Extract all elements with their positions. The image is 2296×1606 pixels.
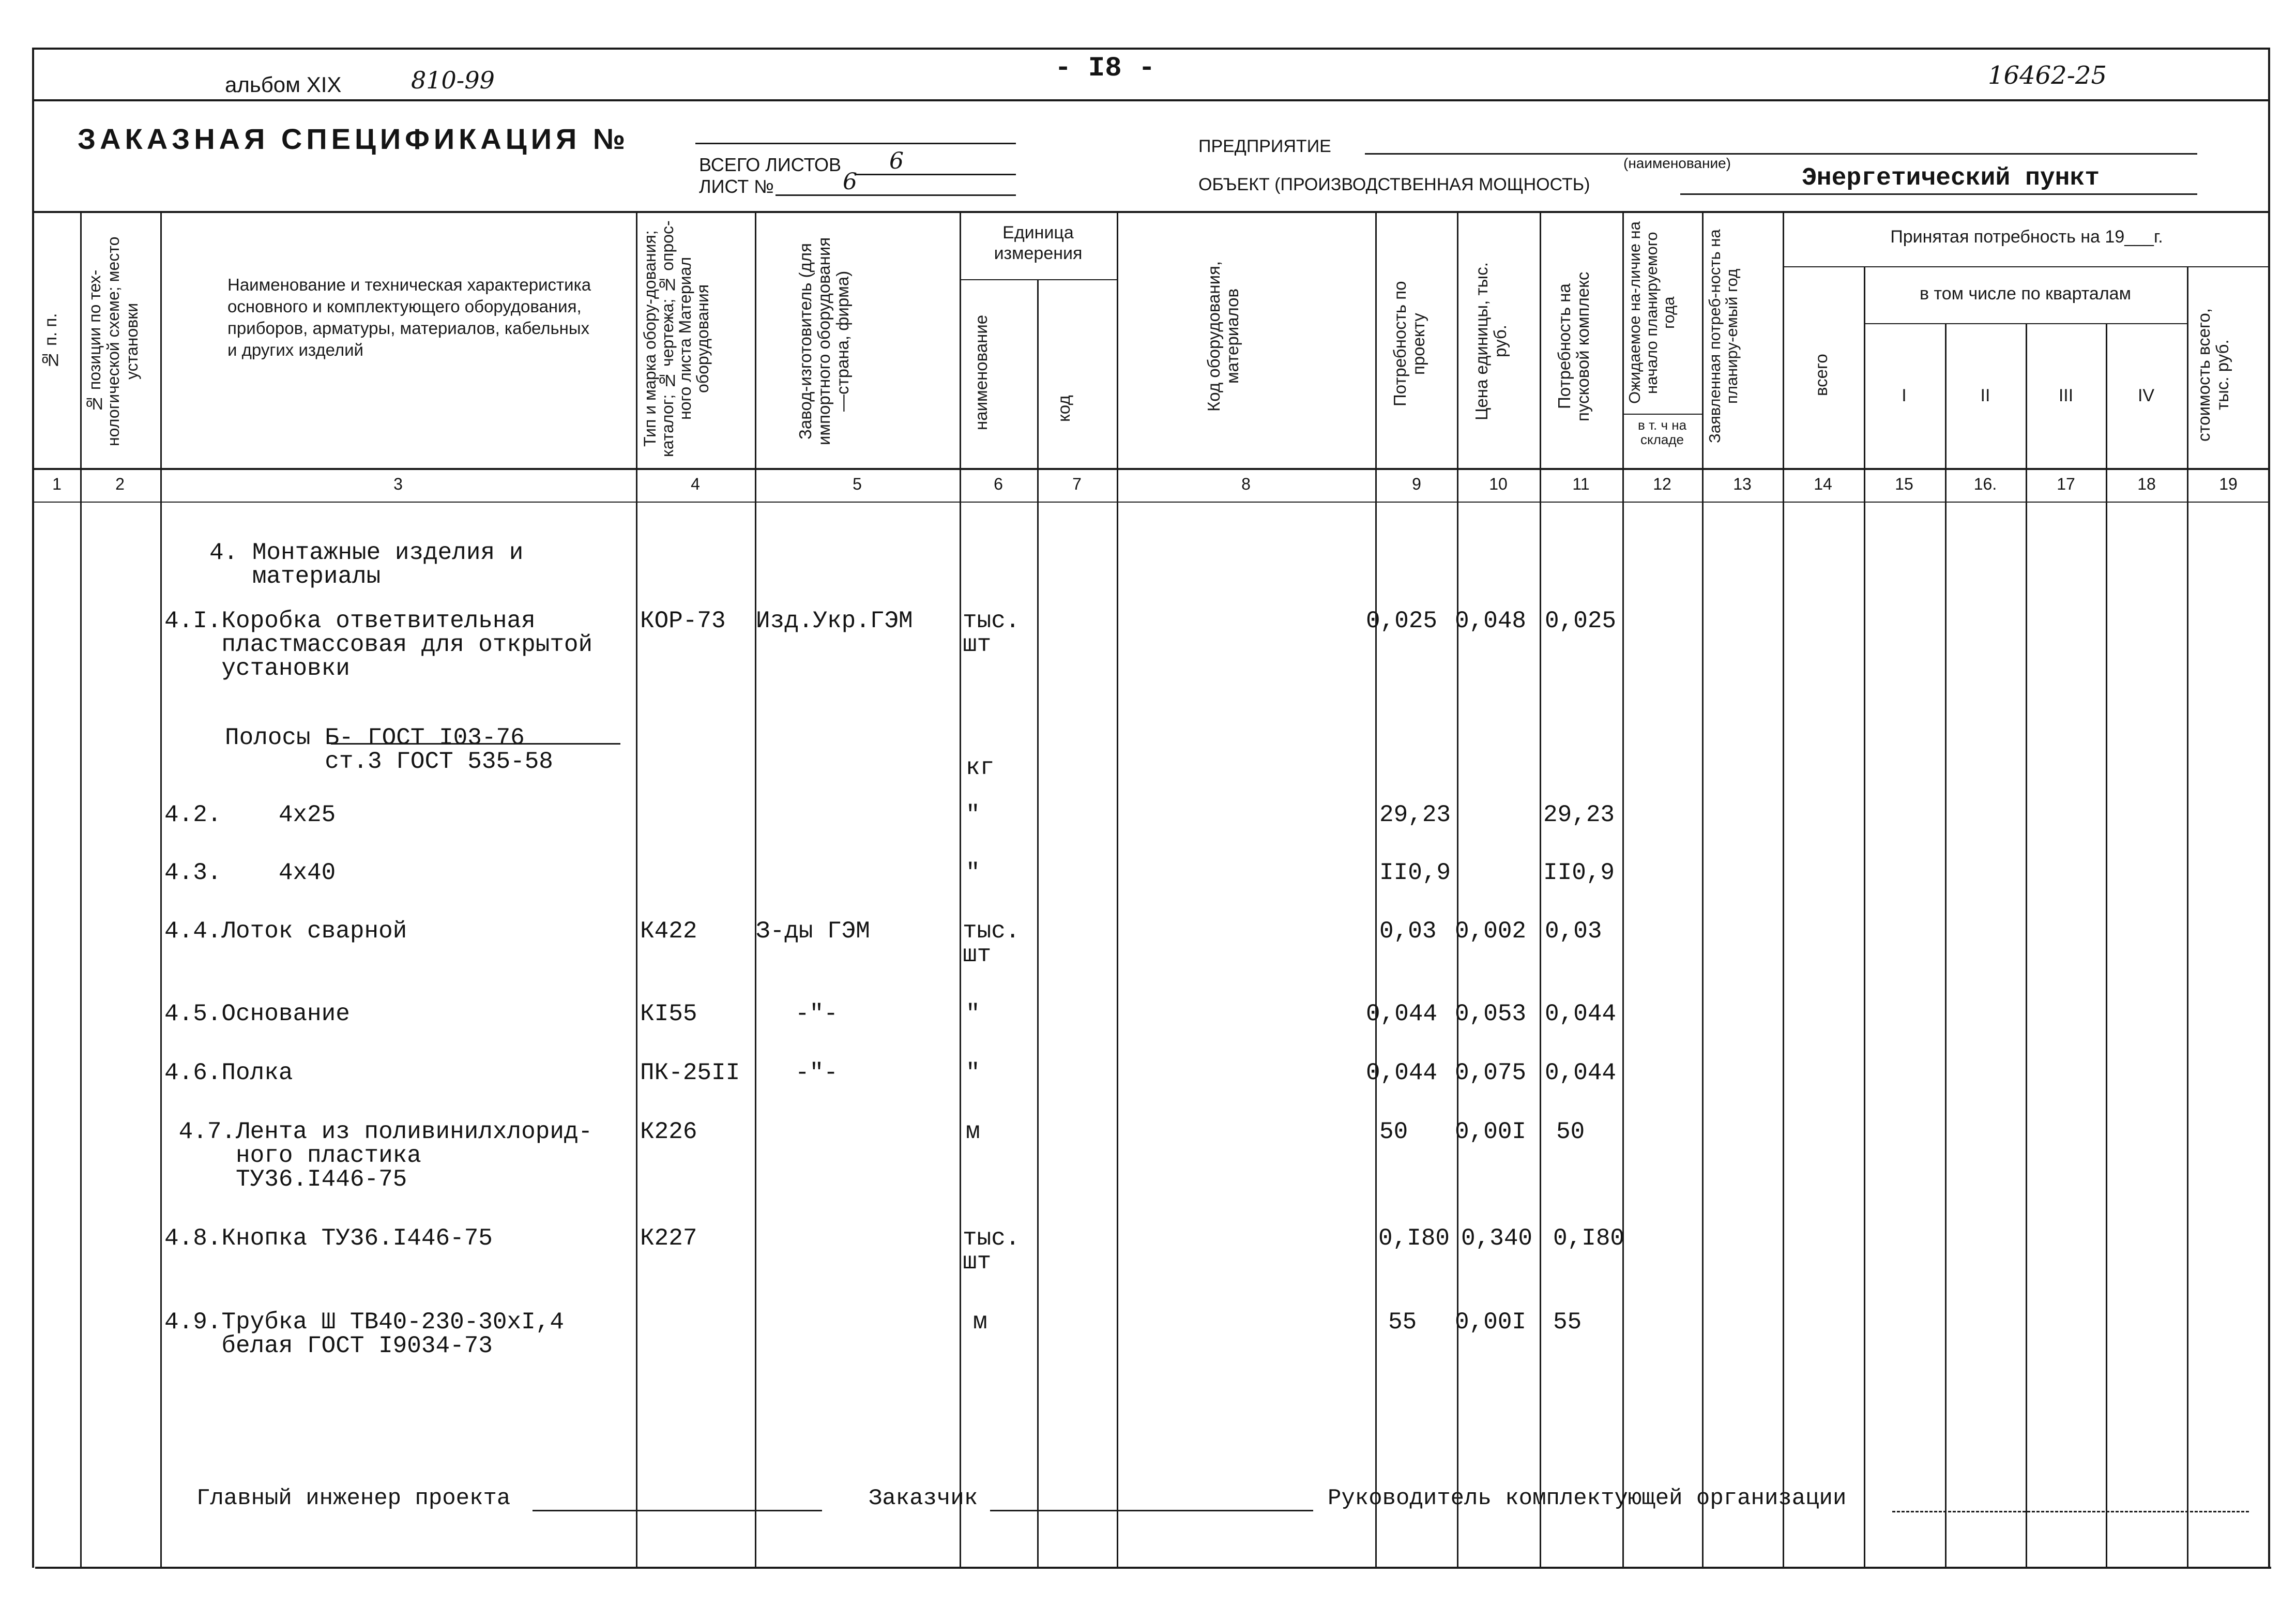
row-4-5-maker: -"- — [795, 1001, 838, 1027]
row-4-8-launch: 0,I80 — [1553, 1225, 1625, 1252]
row-4-6-type: ПК-25II — [640, 1059, 740, 1086]
row-4-7-name: 4.7.Лента из поливинилхлорид- ного пластика ТУ36.I446-75 — [178, 1118, 593, 1193]
frame-top — [32, 48, 2268, 50]
row-4-2-launch: 29,23 — [1543, 801, 1615, 828]
col-sep-9 — [1457, 211, 1458, 1567]
col-sep-13 — [1783, 211, 1784, 1567]
col-19-header: стоимость всего, тыс. руб. — [2194, 308, 2232, 442]
name-hint: (наименование) — [1623, 155, 1731, 171]
row-4-1-maker: Изд.Укр.ГЭМ — [756, 608, 913, 634]
row-4-4-type: К422 — [640, 918, 697, 945]
row-4-8-name: 4.8.Кнопка ТУ36.I446-75 — [164, 1225, 493, 1252]
frame-bottom — [35, 1567, 2271, 1569]
document-code: 16462-25 — [1988, 61, 2107, 90]
header-strip-line — [32, 99, 2268, 101]
col-sep-3 — [636, 211, 637, 1567]
row-4-4-launch: 0,03 — [1545, 918, 1602, 945]
row-4-2-need: 29,23 — [1379, 801, 1451, 828]
col-sep-10 — [1540, 211, 1541, 1567]
row-4-1-type: КОР-73 — [640, 608, 726, 634]
col-6-header: наименование — [971, 314, 991, 430]
col-sep-1 — [80, 211, 82, 1567]
col-sep-17 — [2106, 323, 2107, 1567]
row-4-6-maker: -"- — [795, 1059, 838, 1086]
row-4-1-unit: тыс. шт — [963, 608, 1020, 658]
customer-line — [990, 1510, 1313, 1511]
col-2-header: № позиции по тех-нологической схеме; место установки — [85, 236, 141, 446]
spec-title: ЗАКАЗНАЯ СПЕЦИФИКАЦИЯ № — [78, 123, 630, 155]
strips-underline — [331, 743, 620, 745]
col-4-header: Тип и марка обору-дования; каталог; № чертежа; № опрос-ного листа Материал оборудования — [641, 220, 712, 457]
sheet-value: 6 — [843, 169, 857, 195]
row-4-3-launch: II0,9 — [1543, 859, 1615, 886]
object-value: Энергетический пункт — [1802, 164, 2100, 192]
col-3-header: Наименование и техническая характеристика основного и комплектующего оборудования, приборов, арматуры, материалов, кабельных и других изделий — [227, 275, 591, 359]
col-num-6: 6 — [994, 475, 1003, 493]
col-13-header: Заявленная потреб-ность на планиру-емый год — [1706, 229, 1741, 443]
row-4-6-name: 4.6.Полка — [164, 1059, 293, 1086]
accepted-group-line — [1783, 266, 2268, 267]
row-4-5-launch: 0,044 — [1545, 1001, 1617, 1027]
colnum-bottom — [32, 502, 2268, 503]
row-4-8-price: 0,340 — [1461, 1225, 1533, 1252]
row-4-4-name: 4.4.Лоток сварной — [164, 918, 407, 945]
row-4-5-need: 0,044 — [1366, 1001, 1438, 1027]
header-bottom — [32, 468, 2268, 470]
row-4-8-type: К227 — [640, 1225, 697, 1252]
col-5-header: Завод-изготовитель (для импортного оборудования —страна, фирма) — [796, 237, 852, 446]
row-4-5-type: КI55 — [640, 1001, 697, 1027]
sheet-line — [776, 194, 1016, 196]
frame-right — [2268, 48, 2270, 1568]
row-4-7-type: К226 — [640, 1118, 697, 1145]
row-4-4-maker: З-ды ГЭМ — [756, 918, 870, 945]
quarters-group-line — [1864, 323, 2187, 324]
col-17-header: III — [2058, 386, 2074, 405]
col-num-17: 17 — [2057, 475, 2075, 493]
accepted-group-header: Принятая потребность на 19___г. — [1890, 227, 2163, 247]
col-sep-16 — [2026, 323, 2027, 1567]
col-sep-4 — [755, 211, 756, 1567]
col-12-sub-header: в т. ч на складе — [1637, 417, 1687, 447]
row-4-1-name: 4.I.Коробка ответвительная пластмассовая для открытой установки — [164, 608, 593, 682]
title-block-bottom — [32, 211, 2268, 213]
row-4-9-unit: м — [973, 1309, 987, 1336]
page-number: - I8 - — [1055, 53, 1155, 84]
row-4-1-need: 0,025 — [1366, 608, 1438, 634]
row-4-1-price: 0,048 — [1455, 608, 1527, 634]
row-4-6-launch: 0,044 — [1545, 1059, 1617, 1086]
col-sep-5 — [960, 211, 961, 1567]
total-sheets-line — [856, 174, 1016, 175]
spec-number-line — [695, 143, 1016, 144]
row-4-6-price: 0,075 — [1455, 1059, 1527, 1086]
col-num-8: 8 — [1241, 475, 1251, 493]
row-4-6-unit: " — [966, 1059, 980, 1086]
col-num-16: 16. — [1973, 475, 1997, 493]
col-num-3: 3 — [393, 475, 403, 493]
col-11-header: Потребность на пусковой комплекс — [1555, 271, 1592, 421]
col-7-header: код — [1054, 395, 1073, 422]
col-num-18: 18 — [2137, 475, 2156, 493]
col-num-12: 12 — [1653, 475, 1671, 493]
row-4-9-price: 0,00I — [1455, 1309, 1527, 1336]
col-num-4: 4 — [691, 475, 700, 493]
row-4-8-need: 0,I80 — [1378, 1225, 1450, 1252]
col-num-7: 7 — [1072, 475, 1082, 493]
col-num-2: 2 — [115, 475, 125, 493]
col-num-5: 5 — [853, 475, 862, 493]
enterprise-line — [1365, 153, 2197, 155]
col-num-15: 15 — [1895, 475, 1913, 493]
col-9-header: Потребность по проекту — [1390, 281, 1428, 407]
row-4-7-price: 0,00I — [1455, 1118, 1527, 1145]
manager-line — [1892, 1511, 2249, 1512]
customer-label: Заказчик — [869, 1486, 978, 1511]
col-sep-14 — [1864, 266, 1865, 1567]
row-4-2-name: 4.2. 4х25 — [164, 801, 336, 828]
row-4-7-launch: 50 — [1556, 1118, 1585, 1145]
album-label: альбом XIX — [225, 72, 342, 97]
row-4-6-need: 0,044 — [1366, 1059, 1438, 1086]
row-4-9-launch: 55 — [1553, 1309, 1582, 1336]
col-num-1: 1 — [52, 475, 62, 493]
row-4-7-need: 50 — [1379, 1118, 1408, 1145]
col-sep-18 — [2187, 266, 2188, 1567]
col-num-19: 19 — [2219, 475, 2238, 493]
row-4-4-need: 0,03 — [1379, 918, 1437, 945]
row-strips-name: Полосы Б- ГОСТ I03-76 ст.3 ГОСТ 535-58 — [225, 724, 553, 775]
frame-left — [32, 48, 34, 1568]
row-4-9-need: 55 — [1388, 1309, 1417, 1336]
row-4-3-need: II0,9 — [1379, 859, 1451, 886]
row-4-3-unit: " — [966, 859, 980, 886]
row-4-4-unit: тыс. шт — [963, 918, 1020, 968]
row-4-4-price: 0,002 — [1455, 918, 1527, 945]
row-4-3-name: 4.3. 4х40 — [164, 859, 336, 886]
row-4-9-name: 4.9.Трубка Ш ТВ40-230-30хI,4 белая ГОСТ I9034-73 — [164, 1309, 564, 1359]
stock-sub-line — [1622, 414, 1702, 415]
col-num-13: 13 — [1733, 475, 1752, 493]
album-code: 810-99 — [411, 66, 495, 94]
col-sep-7 — [1117, 211, 1118, 1567]
row-4-5-unit: " — [966, 1001, 980, 1027]
col-18-header: IV — [2137, 386, 2155, 405]
object-label: ОБЪЕКТ (ПРОИЗВОДСТВЕННАЯ МОЩНОСТЬ) — [1198, 175, 1590, 194]
unit-group-line — [960, 279, 1117, 280]
section-heading: 4. Монтажные изделия и материалы — [209, 539, 524, 590]
unit-group-header: Единица измерения — [994, 223, 1083, 263]
col-16-header: II — [1980, 386, 1990, 405]
col-sep-15 — [1945, 323, 1947, 1567]
col-14-header: всего — [1812, 354, 1831, 396]
col-12-header: Ожидаемое на-личие на начало планируемого года — [1625, 221, 1678, 404]
col-num-10: 10 — [1489, 475, 1508, 493]
row-4-1-launch: 0,025 — [1545, 608, 1617, 634]
col-15-header: I — [1902, 386, 1907, 405]
col-num-9: 9 — [1412, 475, 1421, 493]
col-num-14: 14 — [1814, 475, 1832, 493]
col-1-header: № п. п. — [41, 313, 60, 370]
enterprise-label: ПРЕДПРИЯТИЕ — [1198, 137, 1331, 156]
col-sep-2 — [160, 211, 162, 1567]
col-10-header: Цена единицы, тыс. руб. — [1472, 262, 1510, 420]
chief-engineer-line — [533, 1510, 822, 1511]
col-sep-8 — [1375, 211, 1377, 1567]
manager-label: Руководитель комплектующей организации — [1328, 1486, 1847, 1511]
object-line — [1680, 193, 2197, 195]
col-8-header: Код оборудования, материалов — [1204, 261, 1242, 412]
row-4-7-unit: м — [966, 1118, 980, 1145]
col-sep-12 — [1702, 211, 1704, 1567]
row-4-5-price: 0,053 — [1455, 1001, 1527, 1027]
col-num-11: 11 — [1572, 475, 1590, 493]
row-4-8-unit: тыс. шт — [963, 1225, 1020, 1276]
row-4-5-name: 4.5.Основание — [164, 1001, 350, 1027]
total-sheets-label: ВСЕГО ЛИСТОВ — [699, 154, 841, 175]
sheet-label: ЛИСТ № — [699, 176, 774, 197]
row-strips-unit: кг — [966, 754, 995, 781]
total-sheets-value: 6 — [889, 148, 904, 174]
chief-engineer-label: Главный инженер проекта — [196, 1486, 511, 1511]
row-4-2-unit: " — [966, 801, 980, 828]
col-sep-6 — [1037, 279, 1039, 1567]
quarters-group-header: в том числе по кварталам — [1920, 284, 2131, 304]
